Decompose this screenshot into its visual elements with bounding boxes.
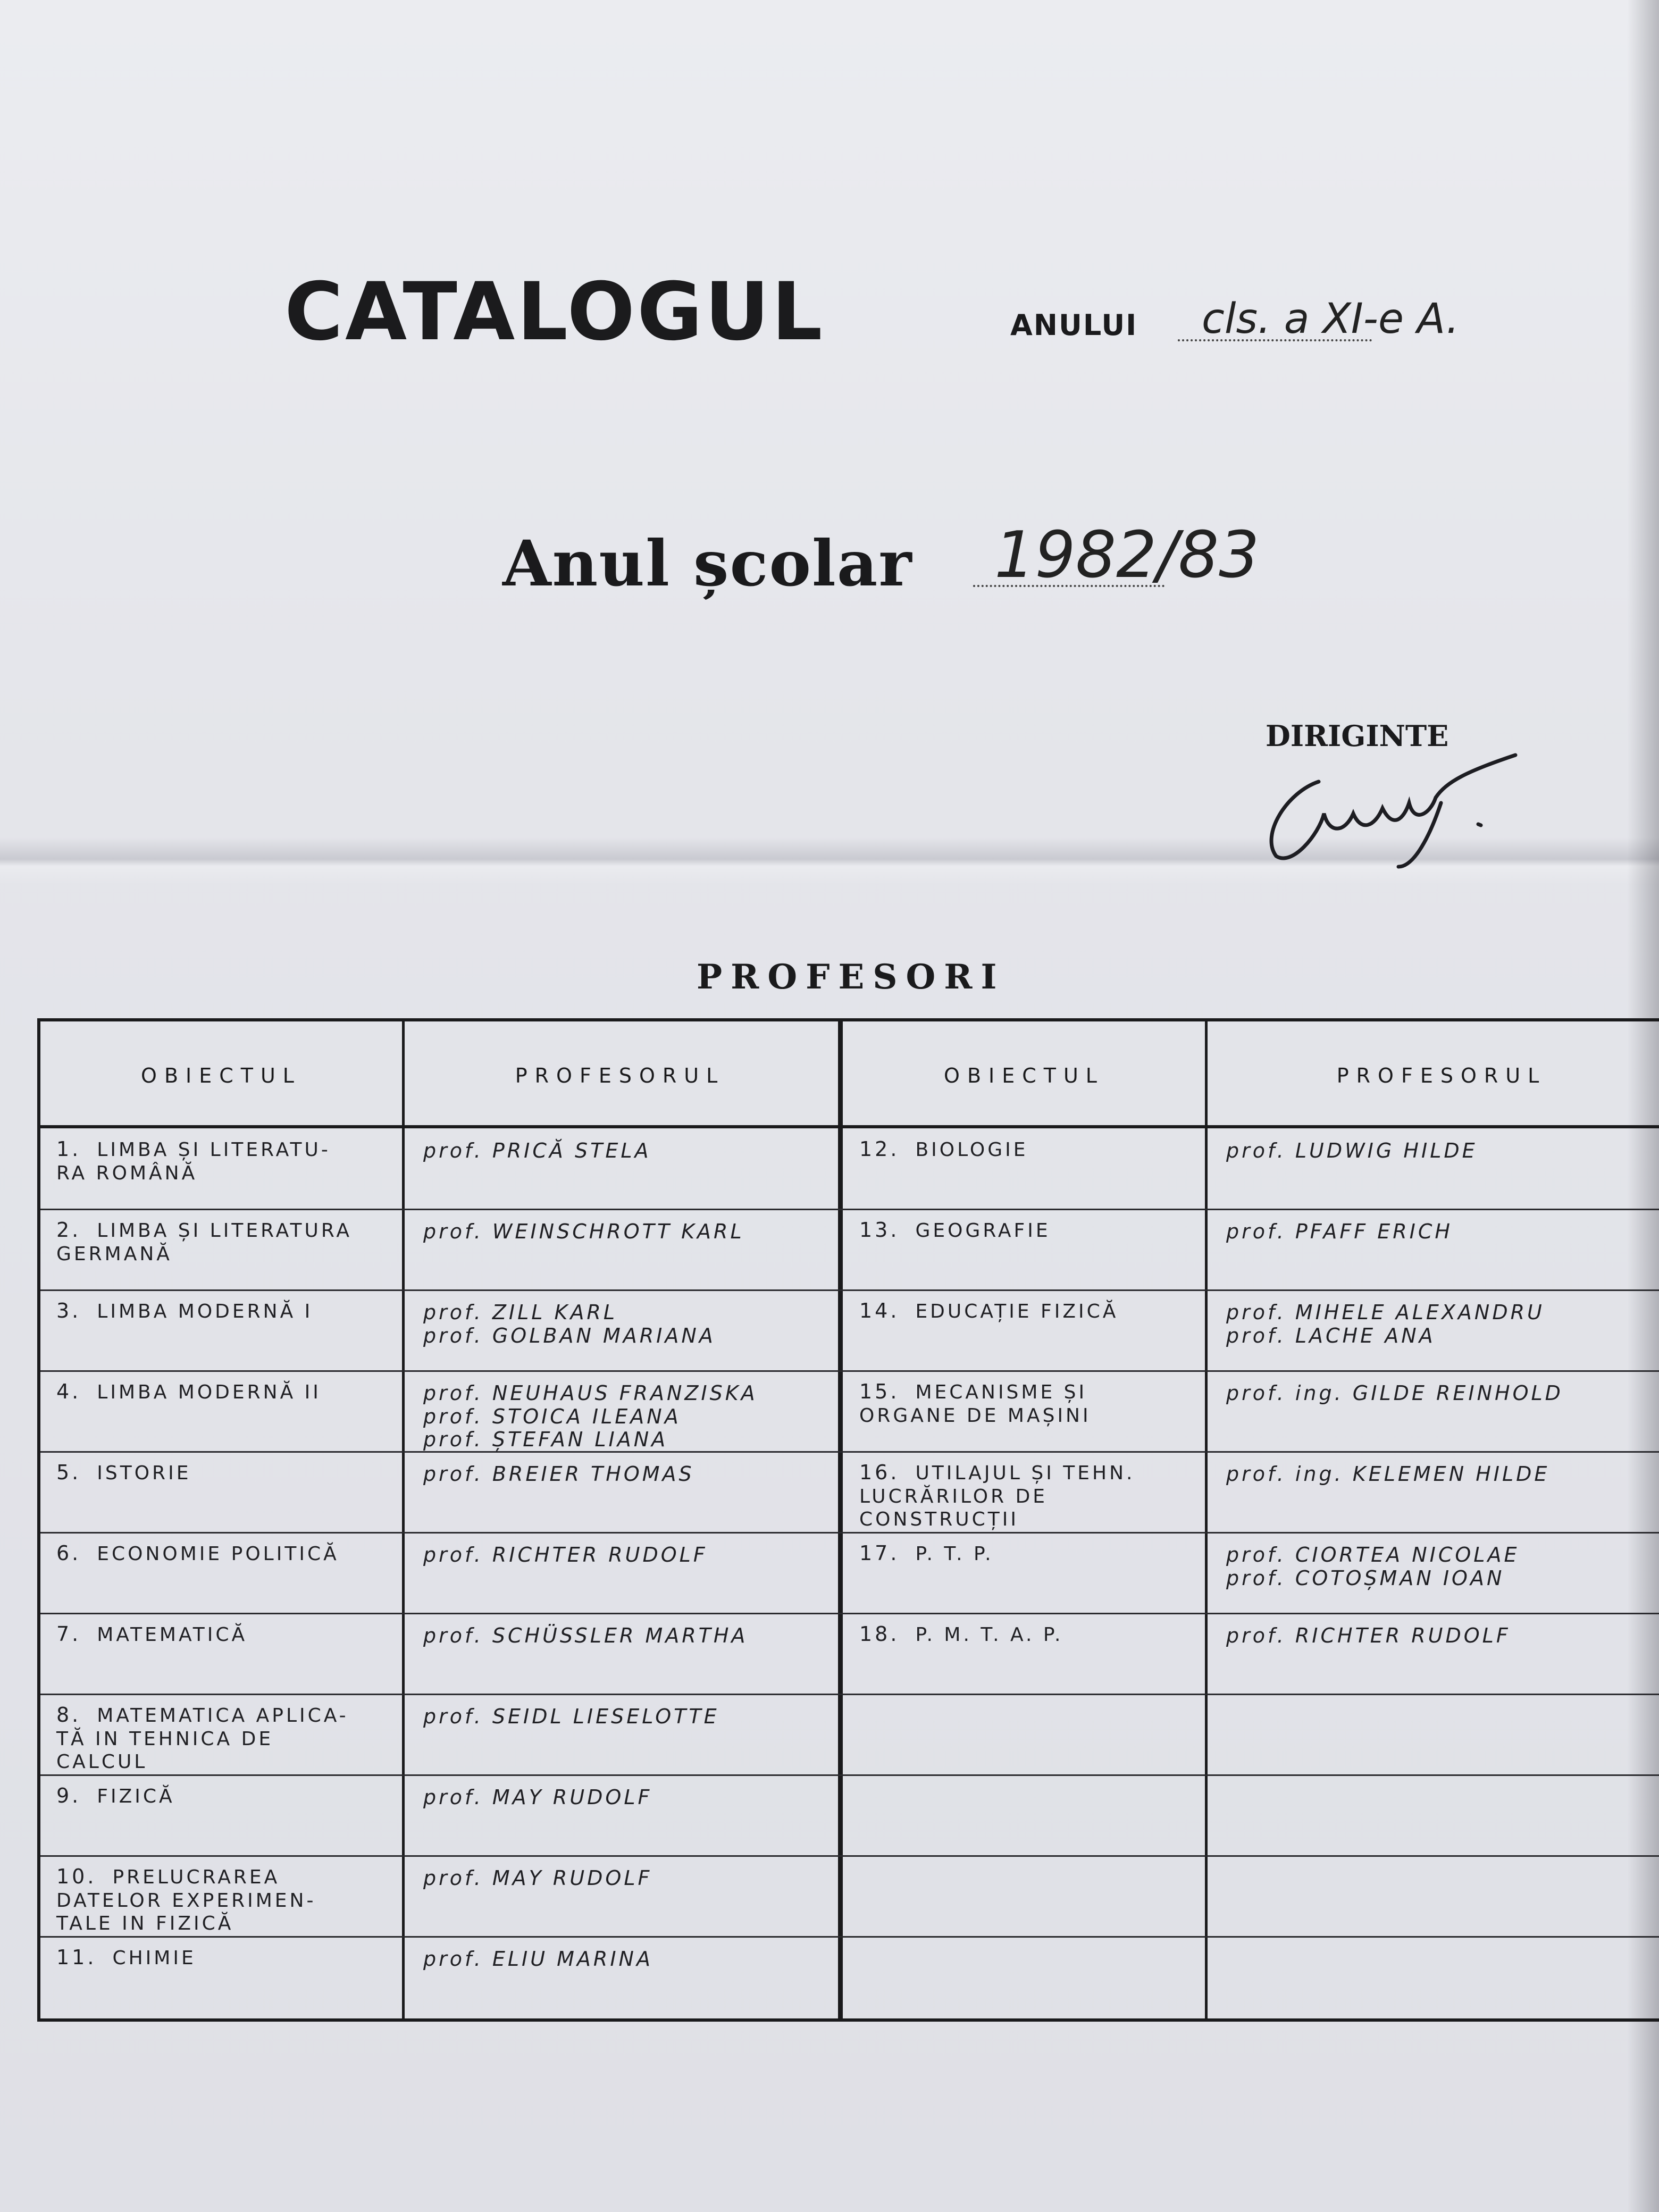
subject-name: MATEMATICA APLICA- TĂ IN TEHNICA DE CALCUL (56, 1705, 349, 1773)
col-header-subject-left: OBIECTUL (141, 1064, 301, 1087)
subject-cell (56, 1299, 397, 1323)
subject-name: LIMBA MODERNĂ I (97, 1301, 313, 1322)
teacher-cell: prof. ELIU MARINA (423, 1947, 653, 1971)
row-number: 6. (56, 1541, 81, 1565)
section-title-profesori: PROFESORI (697, 957, 1006, 997)
row-number: 7. (56, 1622, 81, 1646)
col-header-teacher-right: PROFESORUL (1336, 1064, 1547, 1087)
teacher-cell: prof. ing. GILDE REINHOLD (1226, 1381, 1563, 1405)
title-suffix: ANULUI (1010, 308, 1138, 342)
diriginte-label: DIRIGINTE (1266, 719, 1449, 753)
subject-name: GEOGRAFIE (915, 1220, 1051, 1242)
row-number: 4. (56, 1380, 81, 1403)
header-divider (40, 1125, 1659, 1128)
subject-cell (56, 1218, 397, 1266)
column-divider (1205, 1021, 1208, 2018)
teacher-cell: prof. MIHELE ALEXANDRU prof. LACHE ANA (1226, 1301, 1545, 1347)
row-divider (40, 1451, 1659, 1453)
subject-name: MATEMATICĂ (97, 1624, 248, 1646)
subject-name: P. M. T. A. P. (915, 1624, 1063, 1646)
subject-name: LIMBA MODERNĂ II (97, 1381, 321, 1403)
row-number: 1. (56, 1137, 81, 1161)
catalog-title: CATALOGUL (284, 266, 825, 358)
subject-name: FIZICĂ (97, 1786, 175, 1807)
teacher-cell: prof. WEINSCHROTT KARL (423, 1220, 744, 1243)
row-number: 18. (859, 1622, 900, 1646)
school-year-label: Anul școlar (502, 526, 913, 600)
subject-cell (859, 1380, 1205, 1427)
teacher-cell: prof. BREIER THOMAS (423, 1462, 694, 1486)
class-dotted-line (1178, 339, 1372, 341)
subject-cell (56, 1541, 397, 1566)
row-divider (40, 1774, 1659, 1776)
row-number: 11. (56, 1946, 97, 1969)
row-number: 9. (56, 1784, 81, 1807)
row-number: 8. (56, 1703, 81, 1727)
year-dotted-line (973, 585, 1164, 587)
teacher-cell: prof. LUDWIG HILDE (1226, 1139, 1478, 1162)
subject-cell (56, 1137, 397, 1185)
subject-cell (859, 1137, 1205, 1162)
column-divider (402, 1021, 405, 2018)
teacher-cell: prof. ZILL KARL prof. GOLBAN MARIANA (423, 1301, 716, 1347)
subject-cell (56, 1946, 397, 1970)
row-number: 5. (56, 1461, 81, 1484)
subject-cell (56, 1461, 397, 1485)
teacher-cell: prof. PFAFF ERICH (1226, 1220, 1453, 1243)
subject-name: LIMBA ȘI LITERATURA GERMANĂ (56, 1220, 352, 1265)
row-divider (40, 1936, 1659, 1938)
row-divider (40, 1855, 1659, 1857)
col-header-teacher-left: PROFESORUL (515, 1064, 725, 1087)
diriginte-signature (1255, 734, 1531, 872)
teacher-cell: prof. RICHTER RUDOLF (1226, 1624, 1511, 1647)
subject-name: P. T. P. (915, 1543, 994, 1565)
row-divider (40, 1694, 1659, 1695)
teacher-cell: prof. NEUHAUS FRANZISKA prof. STOICA ILEANA prof. ȘTEFAN LIANA (423, 1381, 758, 1452)
subject-cell (859, 1541, 1205, 1566)
column-divider-center (838, 1021, 843, 2018)
subject-cell (56, 1703, 397, 1773)
class-handwritten: cls. a XI-e A. (1202, 295, 1460, 343)
teacher-cell: prof. ing. KELEMEN HILDE (1226, 1462, 1550, 1486)
subject-cell (56, 1380, 397, 1404)
row-number: 3. (56, 1299, 81, 1322)
teacher-cell: prof. SEIDL LIESELOTTE (423, 1705, 719, 1728)
school-year-handwritten: 1982/83 (994, 518, 1260, 592)
teacher-cell: prof. CIORTEA NICOLAE prof. COTOȘMAN IOAN (1226, 1543, 1520, 1590)
subject-name: LIMBA ȘI LITERATU- RA ROMÂNĂ (56, 1139, 331, 1184)
subject-cell (859, 1461, 1205, 1531)
subject-name: ISTORIE (97, 1462, 191, 1484)
teacher-cell: prof. SCHÜSSLER MARTHA (423, 1624, 748, 1647)
row-number: 12. (859, 1137, 900, 1161)
subject-name: CHIMIE (112, 1947, 196, 1969)
row-divider (40, 1370, 1659, 1372)
teacher-cell: prof. MAY RUDOLF (423, 1786, 652, 1809)
subject-cell (56, 1622, 397, 1647)
subject-name: PRELUCRAREA DATELOR EXPERIMEN- TALE IN FIZICĂ (56, 1866, 316, 1934)
teacher-cell: prof. RICHTER RUDOLF (423, 1543, 708, 1566)
row-divider (40, 1613, 1659, 1614)
row-divider (40, 1209, 1659, 1210)
col-header-subject-right: OBIECTUL (944, 1064, 1104, 1087)
row-number: 2. (56, 1218, 81, 1242)
row-divider (40, 1532, 1659, 1534)
subject-name: BIOLOGIE (915, 1139, 1028, 1161)
row-number: 13. (859, 1218, 900, 1242)
row-number: 16. (859, 1461, 900, 1484)
teachers-table (37, 1018, 1659, 2022)
subject-name: UTILAJUL ȘI TEHN. LUCRĂRILOR DE CONSTRUCȚII (859, 1462, 1135, 1530)
teacher-cell: prof. MAY RUDOLF (423, 1866, 652, 1890)
subject-cell (56, 1784, 397, 1808)
row-divider (40, 1289, 1659, 1291)
subject-name: EDUCAȚIE FIZICĂ (915, 1301, 1119, 1322)
subject-name: MECANISME ȘI ORGANE DE MAȘINI (859, 1381, 1091, 1427)
subject-name: ECONOMIE POLITICĂ (97, 1543, 339, 1565)
subject-cell (859, 1299, 1205, 1323)
row-number: 14. (859, 1299, 900, 1322)
row-number: 17. (859, 1541, 900, 1565)
subject-cell (859, 1622, 1205, 1647)
row-number: 15. (859, 1380, 900, 1403)
row-number: 10. (56, 1865, 97, 1888)
teacher-cell: prof. PRICĂ STELA (423, 1139, 651, 1162)
subject-cell (56, 1865, 397, 1935)
subject-cell (859, 1218, 1205, 1243)
